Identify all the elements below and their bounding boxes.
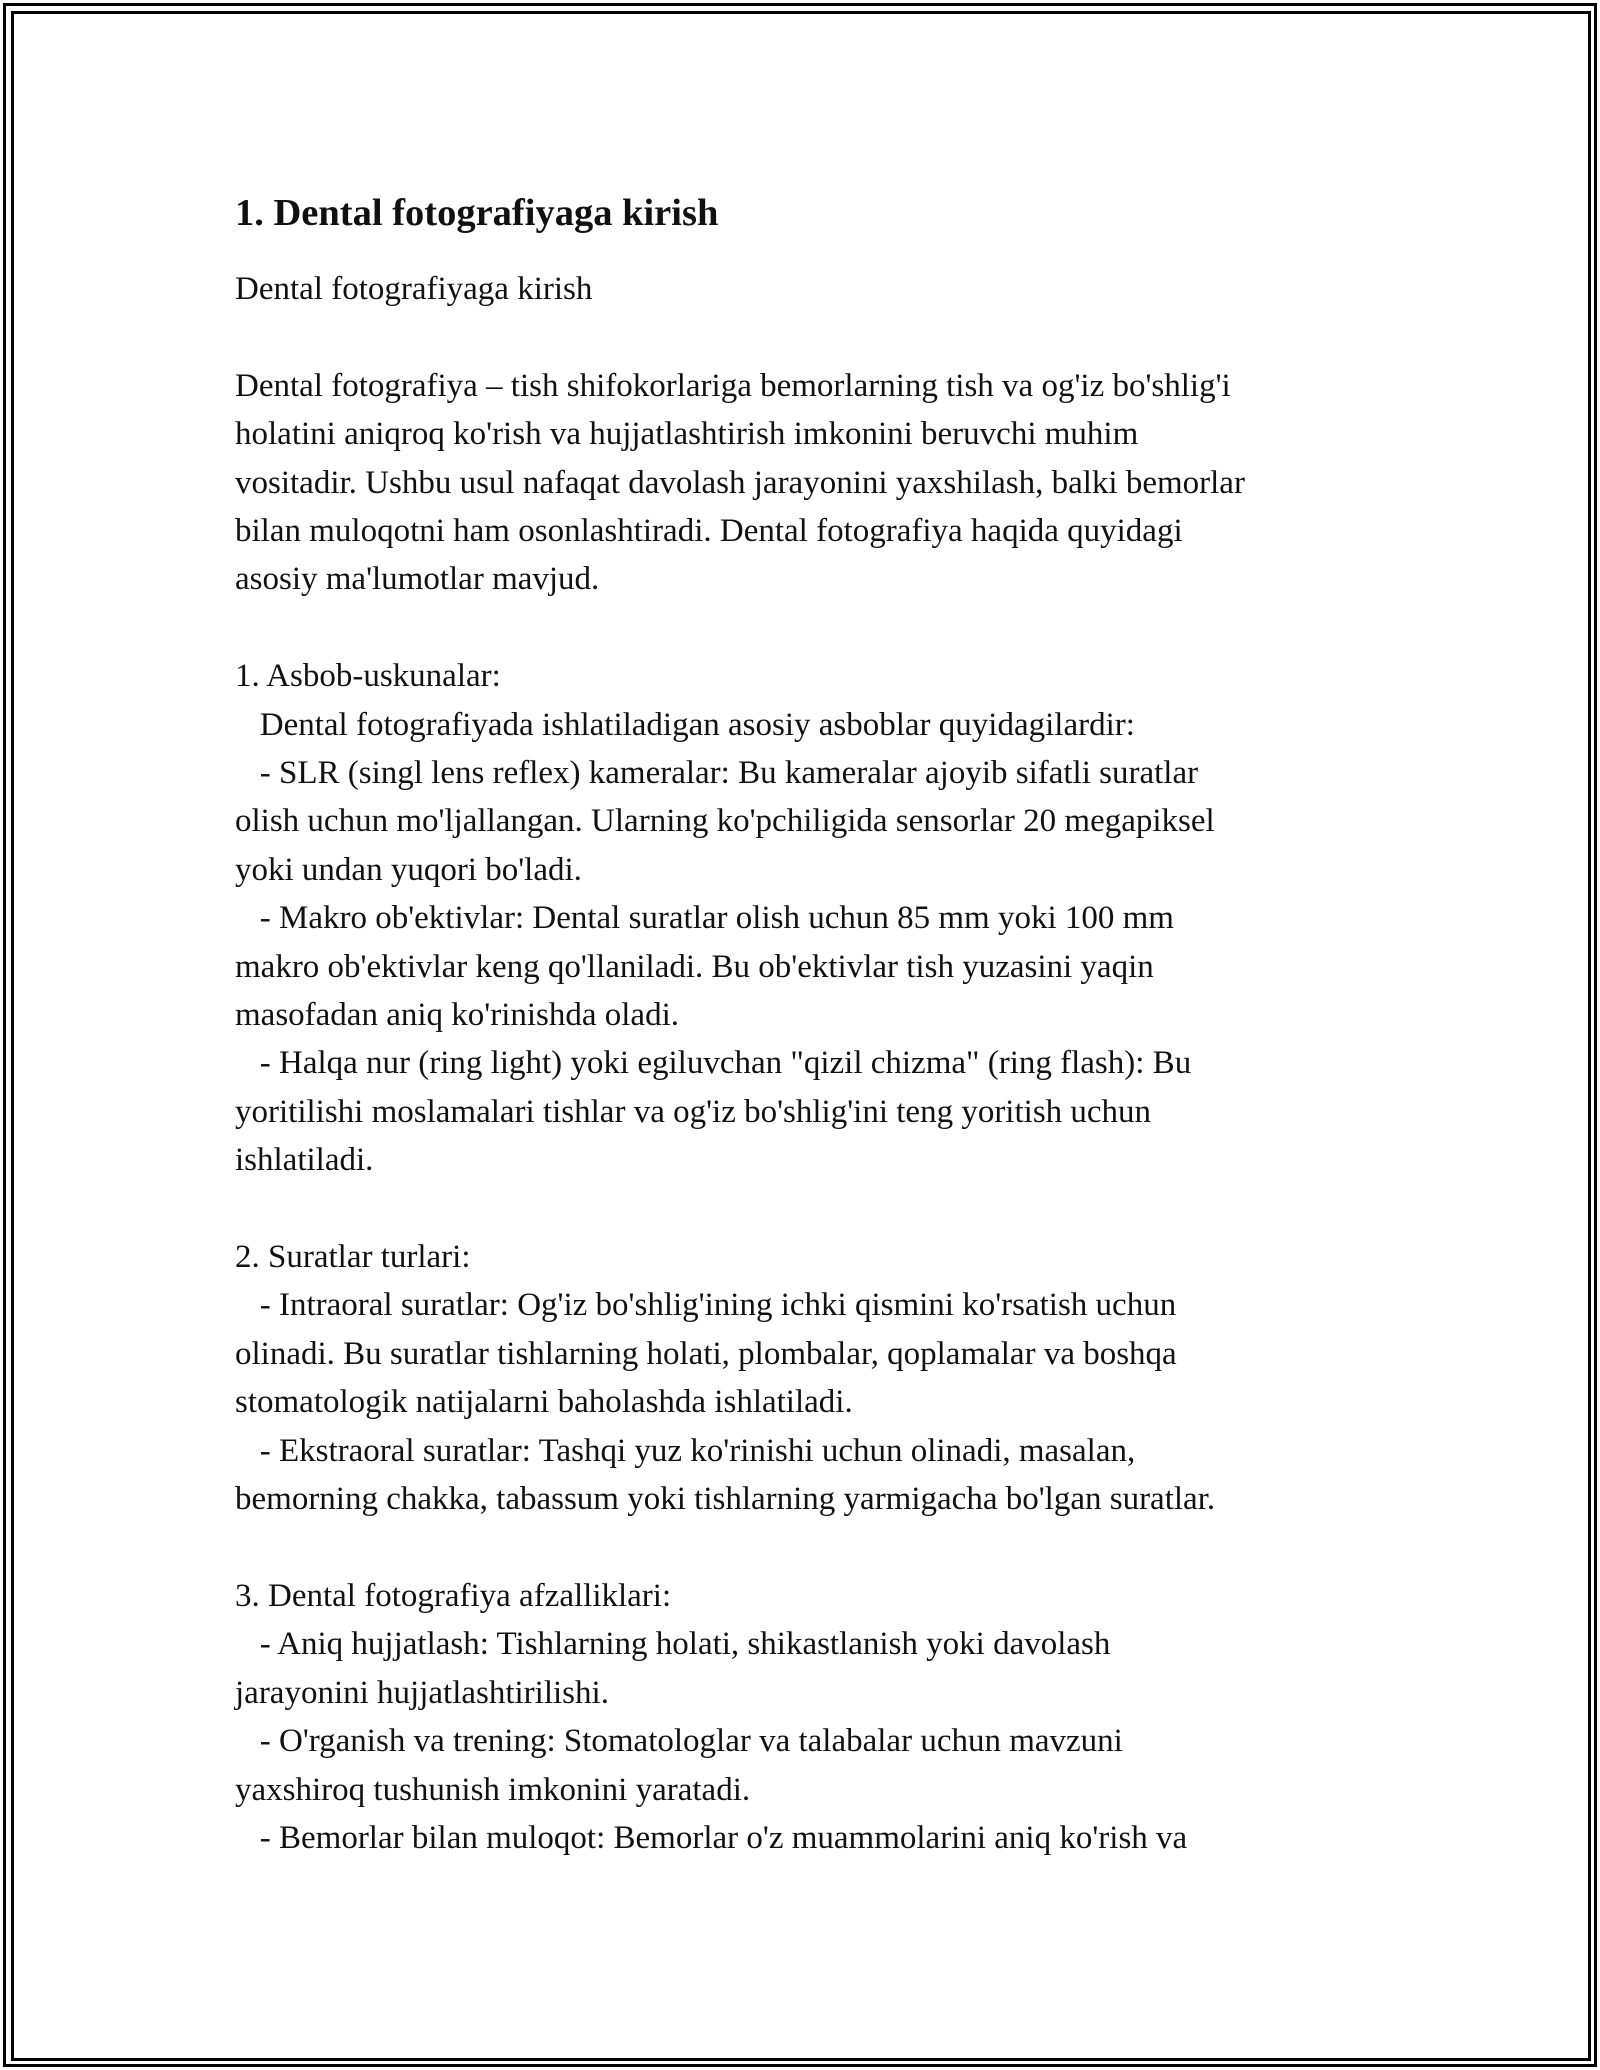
section-line: stomatologik natijalarni baholashda ishlatiladi. bbox=[235, 1384, 853, 1421]
section-heading: 2. Suratlar turlari: bbox=[235, 1239, 471, 1276]
section-line: masofadan aniq ko'rinishda oladi. bbox=[235, 997, 680, 1034]
list-item: - Halqa nur (ring light) yoki egiluvchan "qizil chizma" (ring flash): Bu bbox=[235, 1045, 1192, 1082]
list-item: - Intraoral suratlar: Og'iz bo'shlig'ining ichki qismini ko'rsatish uchun bbox=[235, 1287, 1177, 1324]
section-line: Dental fotografiyada ishlatiladigan asosiy asboblar quyidagilardir: bbox=[235, 706, 1135, 743]
section-heading: 3. Dental fotografiya afzalliklari: bbox=[235, 1577, 672, 1614]
intro-line: holatini aniqroq ko'rish va hujjatlashtirish imkonini beruvchi muhim bbox=[235, 416, 1139, 453]
list-item: - SLR (singl lens reflex) kameralar: Bu kameralar ajoyib sifatli suratlar bbox=[235, 755, 1199, 792]
section-equipment bbox=[235, 652, 1375, 1184]
list-item: - Makro ob'ektivlar: Dental suratlar olish uchun 85 mm yoki 100 mm bbox=[235, 900, 1174, 937]
section-line: yoritilishi moslamalari tishlar va og'iz bo'shlig'ini teng yoritish uchun bbox=[235, 1093, 1152, 1130]
section-line: olinadi. Bu suratlar tishlarning holati, plombalar, qoplamalar va boshqa bbox=[235, 1335, 1177, 1372]
section-line: olish uchun mo'ljallangan. Ularning ko'pchiligida sensorlar 20 megapiksel bbox=[235, 803, 1215, 840]
list-item: - Aniq hujjatlash: Tishlarning holati, shikastlanish yoki davolash bbox=[235, 1626, 1111, 1663]
list-item: - O'rganish va trening: Stomatologlar va talabalar uchun mavzuni bbox=[235, 1723, 1123, 1760]
section-heading: 1. Asbob-uskunalar: bbox=[235, 658, 501, 695]
section-line: jarayonini hujjatlashtirilishi. bbox=[235, 1674, 609, 1711]
list-item: - Ekstraoral suratlar: Tashqi yuz ko'rinishi uchun olinadi, masalan, bbox=[235, 1432, 1136, 1469]
intro-line: Dental fotografiya – tish shifokorlariga bemorlarning tish va og'iz bo'shlig'i bbox=[235, 367, 1231, 404]
section-line: makro ob'ektivlar keng qo'llaniladi. Bu ob'ektivlar tish yuzasini yaqin bbox=[235, 948, 1154, 985]
section-line: ishlatiladi. bbox=[235, 1142, 374, 1179]
section-advantages bbox=[235, 1572, 1375, 1862]
document-body bbox=[235, 185, 1375, 1862]
list-item: - Bemorlar bilan muloqot: Bemorlar o'z muammolarini aniq ko'rish va bbox=[235, 1819, 1188, 1856]
intro-line: bilan muloqotni ham osonlashtiradi. Dental fotografiya haqida quyidagi bbox=[235, 513, 1183, 550]
intro-paragraph bbox=[235, 362, 1375, 604]
section-line: yoki undan yuqori bo'ladi. bbox=[235, 851, 582, 888]
document-title: 1. Dental fotografiyaga kirish bbox=[235, 192, 719, 234]
section-line: yaxshiroq tushunish imkonini yaratadi. bbox=[235, 1771, 751, 1808]
intro-line: vositadir. Ushbu usul nafaqat davolash jarayonini yaxshilash, balki bemorlar bbox=[235, 464, 1245, 501]
document-subtitle: Dental fotografiyaga kirish bbox=[235, 271, 593, 307]
section-photo-types bbox=[235, 1233, 1375, 1523]
intro-line: asosiy ma'lumotlar mavjud. bbox=[235, 561, 600, 598]
section-line: bemorning chakka, tabassum yoki tishlarning yarmigacha bo'lgan suratlar. bbox=[235, 1481, 1216, 1518]
